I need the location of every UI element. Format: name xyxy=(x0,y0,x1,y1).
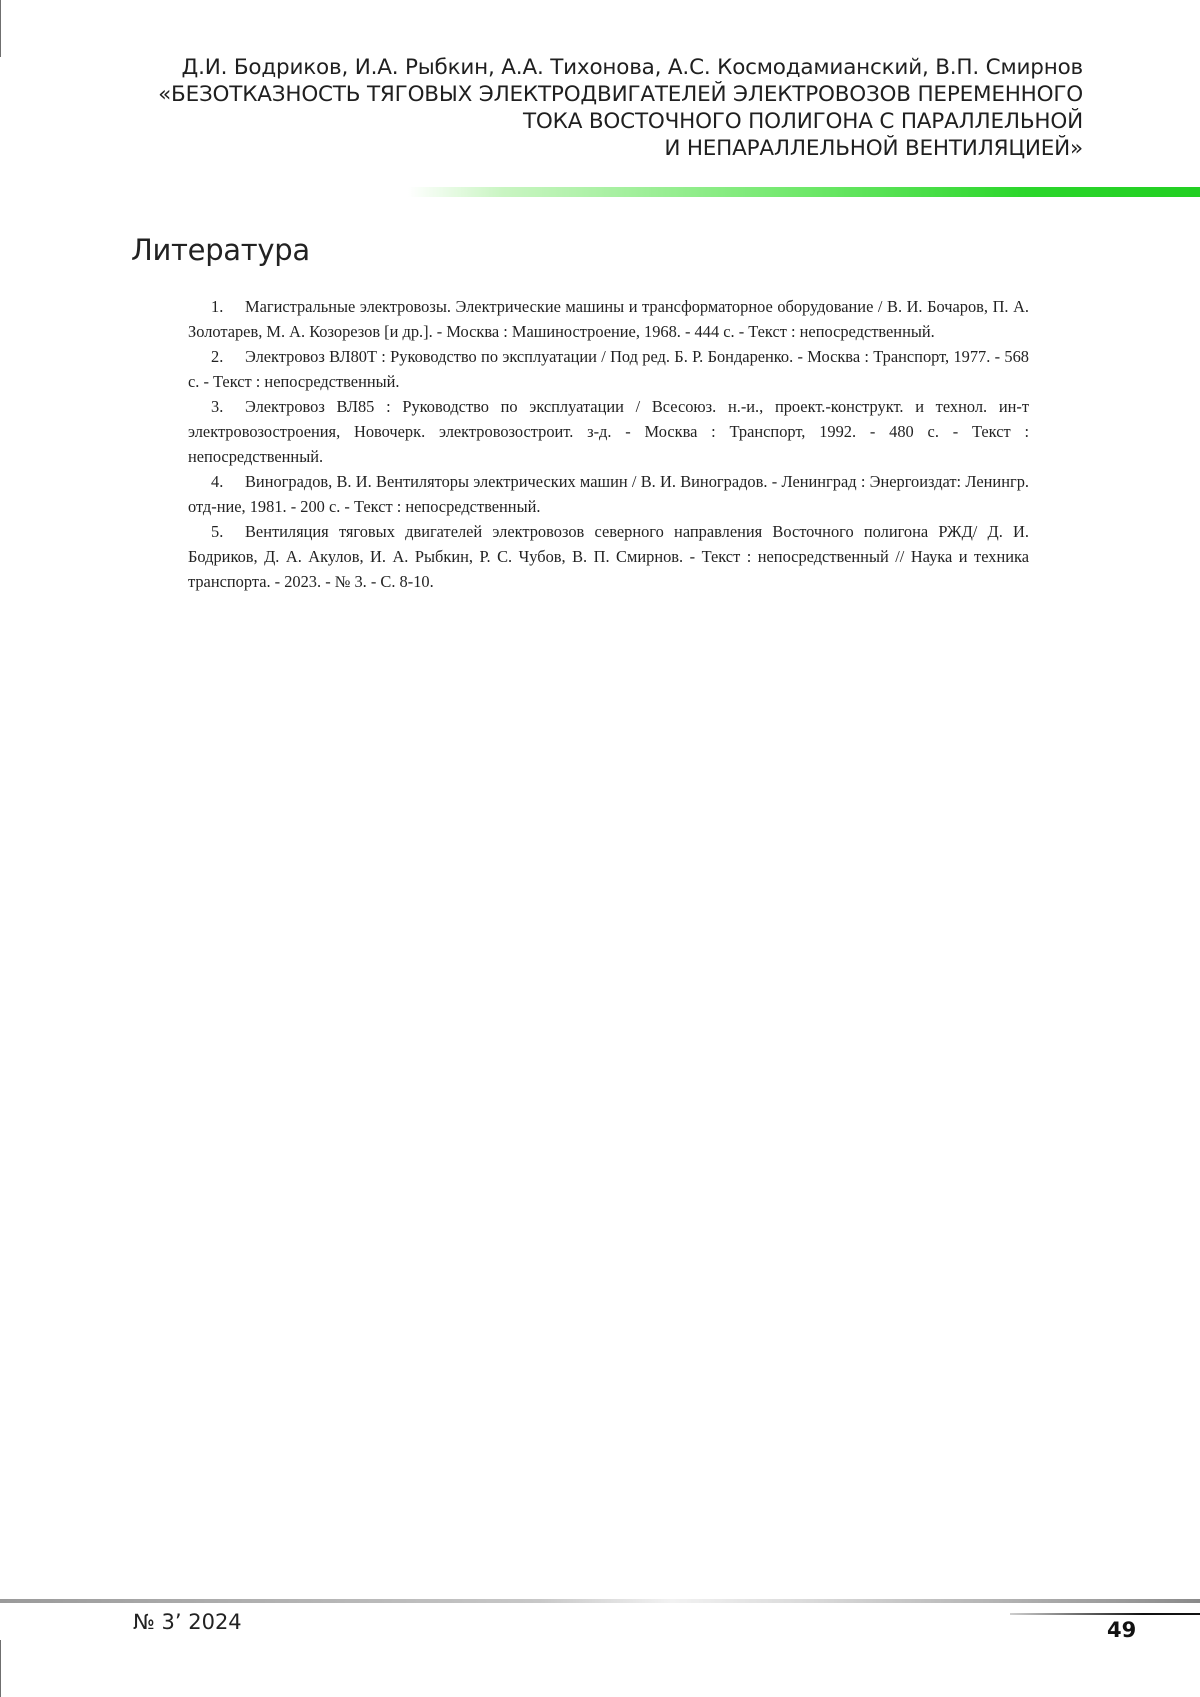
running-header xyxy=(158,54,1083,162)
reference-number: 3. xyxy=(211,397,224,416)
header-title-line-1: «БЕЗОТКАЗНОСТЬ ТЯГОВЫХ ЭЛЕКТРОДВИГАТЕЛЕЙ ЭЛЕКТРОВОЗОВ ПЕРЕМЕННОГО xyxy=(158,82,1083,107)
header-title-line-3: И НЕПАРАЛЛЕЛЬНОЙ ВЕНТИЛЯЦИЕЙ» xyxy=(664,136,1083,161)
reference-item xyxy=(188,394,1029,469)
section-title: Литература xyxy=(131,233,310,267)
reference-item xyxy=(188,519,1029,594)
reference-item xyxy=(188,469,1029,519)
footer-rule xyxy=(0,1599,1200,1603)
crop-mark-bottom xyxy=(0,1640,1,1697)
reference-item xyxy=(188,344,1029,394)
reference-text: Магистральные электровозы. Электрические машины и трансформаторное оборудование / В. И. Бочаров, П. А. Золотарев, М. А. Козорезов [и др.]. - Москва : Машиностроение, 1968. - 444 с. - Текст : непосредственный. xyxy=(188,297,1029,341)
crop-mark-top xyxy=(0,0,1,57)
reference-number: 2. xyxy=(211,347,224,366)
reference-text: Виноградов, В. И. Вентиляторы электрических машин / В. И. Виноградов. - Ленинград : Энергоиздат: Ленингр. отд-ние, 1981. - 200 с. - Текст : непосредственный. xyxy=(188,472,1029,516)
reference-list xyxy=(188,294,1029,594)
issue-number: № 3’ 2024 xyxy=(133,1610,242,1634)
reference-item xyxy=(188,294,1029,344)
header-authors: Д.И. Бодриков, И.А. Рыбкин, А.А. Тихонова, А.С. Космодамианский, В.П. Смирнов xyxy=(181,55,1083,80)
header-accent-bar xyxy=(408,187,1200,197)
reference-text: Электровоз ВЛ85 : Руководство по эксплуатации / Всесоюз. н.-и., проект.-конструкт. и технол. ин-т электровозостроения, Новочерк. электровозостроит. з-д. - Москва : Транспорт, 1992. - 480 с. - Текст : непосредственный. xyxy=(188,397,1029,466)
page-number: 49 xyxy=(1107,1618,1137,1642)
header-title-line-2: ТОКА ВОСТОЧНОГО ПОЛИГОНА С ПАРАЛЛЕЛЬНОЙ xyxy=(523,109,1083,134)
reference-text: Электровоз ВЛ80Т : Руководство по эксплуатации / Под ред. Б. Р. Бондаренко. - Москва : Транспорт, 1977. - 568 с. - Текст : непосредственный. xyxy=(188,347,1029,391)
reference-text: Вентиляция тяговых двигателей электровозов северного направления Восточного полигона РЖД/ Д. И. Бодриков, Д. А. Акулов, И. А. Рыбкин, Р. С. Чубов, В. П. Смирнов. - Текст : непосредственный // Наука и техника транспорта. - 2023. - № 3. - С. 8-10. xyxy=(188,522,1029,591)
reference-number: 4. xyxy=(211,472,224,491)
footer-rule-accent xyxy=(1010,1613,1200,1615)
reference-number: 5. xyxy=(211,522,224,541)
reference-number: 1. xyxy=(211,297,224,316)
